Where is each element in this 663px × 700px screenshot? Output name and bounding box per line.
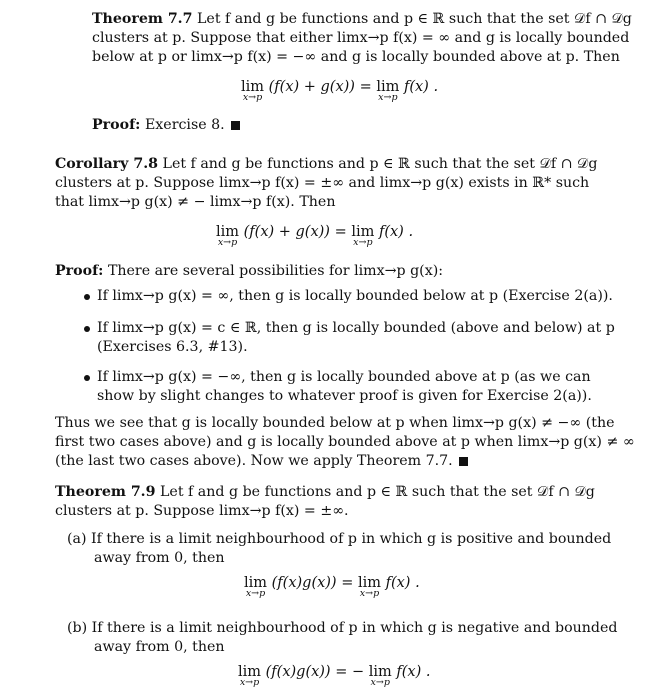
bullet-icon: [84, 326, 90, 332]
bullet-icon: [84, 294, 90, 300]
theorem-7-7-line: Let f and g be functions and p ∈ ℝ such that the set 𝒟f ∩ 𝒟g: [197, 11, 632, 27]
proof-7-7: Proof: Exercise 8.: [92, 116, 240, 135]
theorem-7-7-equation: lim x→p (f(x) + g(x)) = lim x→p f(x) .: [241, 79, 439, 103]
lim-operator: lim x→p: [216, 224, 240, 248]
theorem-7-9-part-b: (b) If there is a limit neighbourhood of p in which g is negative and bounded away from 0, then: [67, 620, 618, 655]
theorem-7-7-line: clusters at p. Suppose that either limx→p f(x) = ∞ and g is locally bounded: [92, 30, 630, 46]
theorem-7-9: Theorem 7.9 Let f and g be functions and p ∈ ℝ such that the set 𝒟f ∩ 𝒟g clusters at p. Suppose limx→p f(x) = ±∞.: [55, 484, 595, 519]
lim-operator: lim x→p: [357, 575, 381, 599]
lim-operator: lim x→p: [368, 664, 392, 688]
proof-label: Proof:: [55, 263, 104, 279]
lim-operator: lim x→p: [238, 664, 262, 688]
bullet-icon: [84, 375, 90, 381]
corollary-7-8: Corollary 7.8 Let f and g be functions and p ∈ ℝ such that the set 𝒟f ∩ 𝒟g clusters at p. Suppose limx→p f(x) = ±∞ and limx→p g(x) exists in ℝ* such that limx→p g(x) ≠ − limx→p f(x). Then: [55, 156, 598, 210]
list-item: If limx→p g(x) = c ∈ ℝ, then g is locally bounded (above and below) at p (Exercises 6.3, #13).: [97, 320, 615, 355]
lim-operator: lim x→p: [241, 79, 265, 103]
lim-operator: lim x→p: [351, 224, 375, 248]
theorem-7-9-equation-b: lim x→p (f(x)g(x)) = − lim x→p f(x) .: [238, 664, 431, 688]
theorem-7-7-line: below at p or limx→p f(x) = −∞ and g is locally bounded above at p. Then: [92, 49, 620, 65]
theorem-7-7-heading: Theorem 7.7: [92, 11, 193, 27]
qed-square-icon: [231, 121, 240, 130]
qed-square-icon: [459, 457, 468, 466]
list-item: If limx→p g(x) = −∞, then g is locally bounded above at p (as we can show by slight changes to whatever proof is given for Exercise 2(a)).: [97, 369, 592, 404]
theorem-7-9-heading: Theorem 7.9: [55, 484, 156, 500]
proof-label: Proof:: [92, 117, 141, 133]
theorem-7-9-part-a: (a) If there is a limit neighbourhood of p in which g is positive and bounded away from 0, then: [67, 531, 612, 566]
list-item: If limx→p g(x) = ∞, then g is locally bounded below at p (Exercise 2(a)).: [97, 288, 613, 304]
corollary-7-8-equation: lim x→p (f(x) + g(x)) = lim x→p f(x) .: [216, 224, 414, 248]
theorem-7-9-equation-a: lim x→p (f(x)g(x)) = lim x→p f(x) .: [244, 575, 420, 599]
proof-7-8-intro: Proof: There are several possibilities for limx→p g(x):: [55, 263, 444, 279]
proof-7-8-conclusion: Thus we see that g is locally bounded below at p when limx→p g(x) ≠ −∞ (the first two cases above) and g is locally bounded above at p when limx→p g(x) ≠ ∞ (the last two cases above). Now we apply Theorem 7.7.: [55, 415, 635, 469]
lim-operator: lim x→p: [244, 575, 268, 599]
theorem-7-7: [92, 10, 632, 67]
lim-operator: lim x→p: [376, 79, 400, 103]
corollary-7-8-heading: Corollary 7.8: [55, 156, 159, 172]
